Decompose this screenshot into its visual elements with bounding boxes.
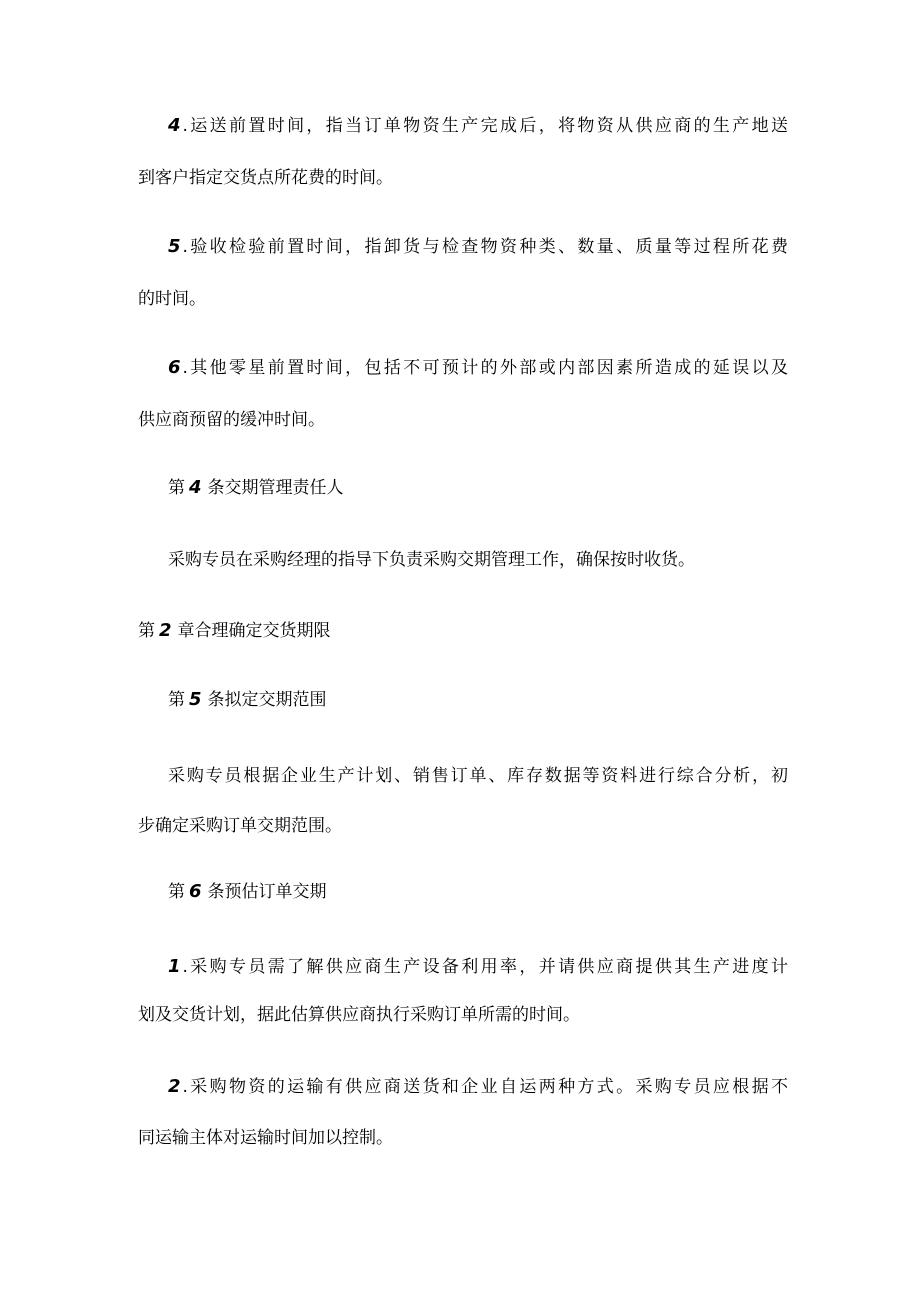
heading-prefix: 第	[168, 882, 185, 902]
item-number: 2	[168, 1077, 183, 1097]
article-5-body-line-1: 采购专员根据企业生产计划、销售订单、库存数据等资料进行综合分析，初	[168, 766, 788, 786]
item-4-line-1	[168, 116, 788, 136]
item-number: 1	[168, 957, 183, 977]
heading-number: 2	[159, 621, 174, 641]
item-text: .采购专员需了解供应商生产设备利用率，并请供应商提供其生产进度计	[182, 957, 788, 977]
item-6-line-2: 供应商预留的缓冲时间。	[138, 410, 325, 430]
heading-title: 条拟定交期范围	[207, 690, 327, 710]
article-4-body: 采购专员在采购经理的指导下负责采购交期管理工作，确保按时收货。	[168, 550, 695, 570]
item-number: 6	[168, 358, 183, 378]
heading-title: 条交期管理责任人	[207, 478, 344, 498]
item-number: 4	[168, 116, 183, 136]
item-text: .验收检验前置时间，指卸货与检查物资种类、数量、质量等过程所花费	[182, 237, 788, 257]
heading-number: 5	[189, 690, 204, 710]
article-5-body-line-2: 步确定采购订单交期范围。	[138, 816, 342, 836]
article-4-heading	[168, 478, 788, 498]
item-4-line-2: 到客户指定交货点所花费的时间。	[138, 168, 393, 188]
heading-title: 章合理确定交货期限	[177, 621, 331, 641]
heading-number: 4	[189, 478, 204, 498]
sub-item-2-line-1	[168, 1077, 788, 1097]
item-number: 5	[168, 237, 183, 257]
item-text: .采购物资的运输有供应商送货和企业自运两种方式。采购专员应根据不	[182, 1077, 788, 1097]
chapter-2-heading	[138, 621, 788, 641]
sub-item-1-line-1	[168, 957, 788, 977]
article-5-heading	[168, 690, 788, 710]
item-text: .其他零星前置时间，包括不可预计的外部或内部因素所造成的延误以及	[182, 358, 788, 378]
heading-title: 条预估订单交期	[207, 882, 327, 902]
item-5-line-1	[168, 237, 788, 257]
item-6-line-1	[168, 358, 788, 378]
sub-item-2-line-2: 同运输主体对运输时间加以控制。	[138, 1128, 393, 1148]
heading-prefix: 第	[138, 621, 155, 641]
item-5-line-2: 的时间。	[138, 289, 206, 309]
sub-item-1-line-2: 划及交货计划，据此估算供应商执行采购订单所需的时间。	[138, 1005, 580, 1025]
heading-number: 6	[189, 882, 204, 902]
item-text: .运送前置时间，指当订单物资生产完成后，将物资从供应商的生产地送	[182, 116, 788, 136]
heading-prefix: 第	[168, 478, 185, 498]
article-6-heading	[168, 882, 788, 902]
heading-prefix: 第	[168, 690, 185, 710]
